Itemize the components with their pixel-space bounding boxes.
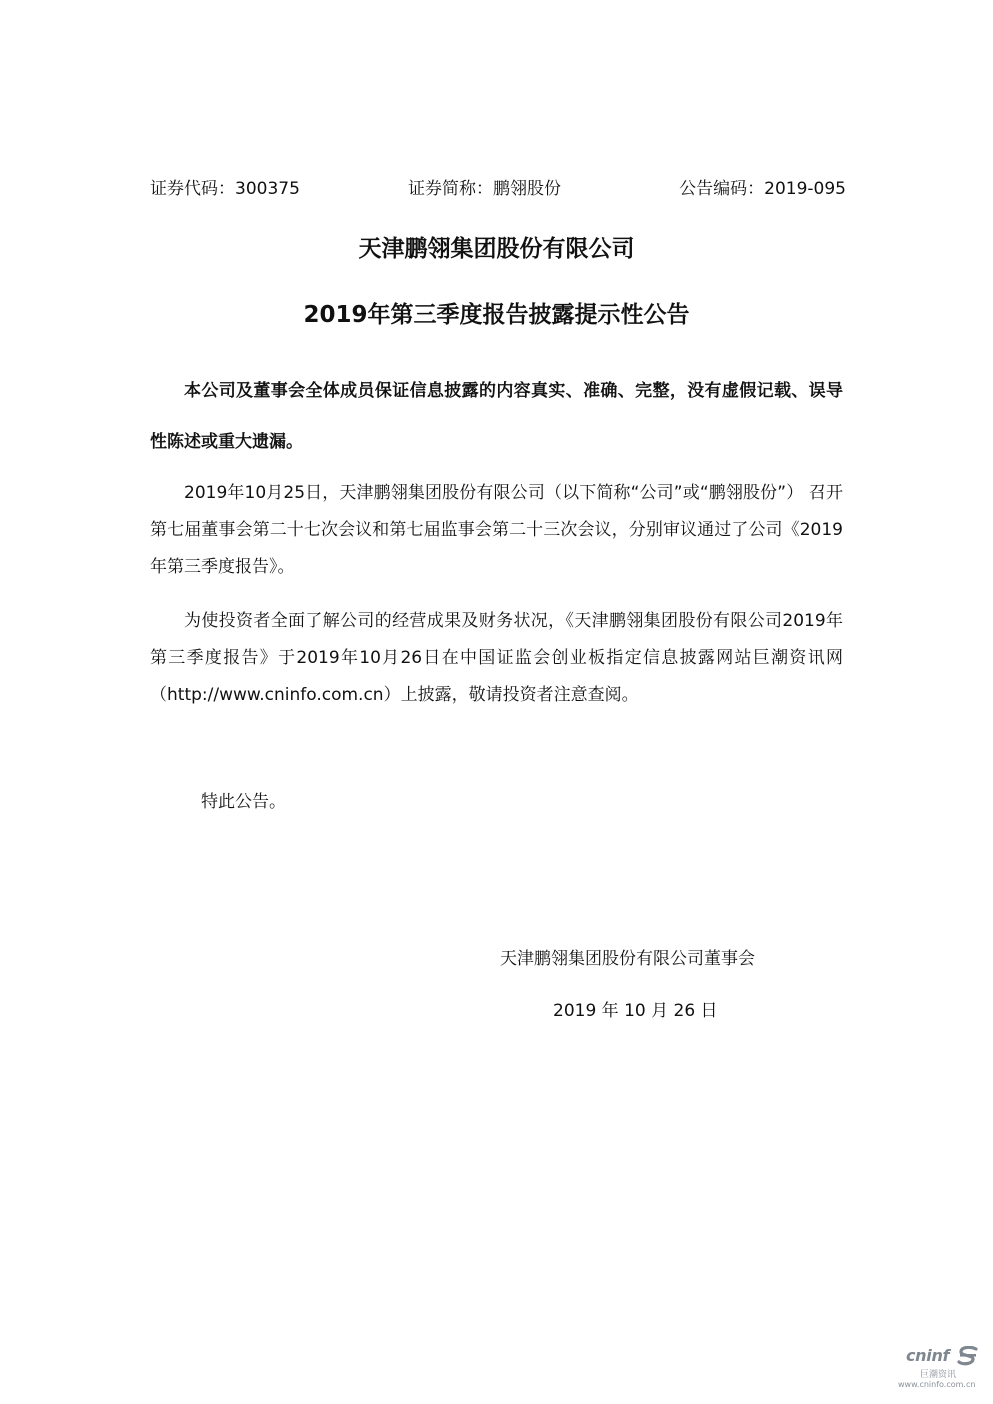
document-header bbox=[150, 176, 850, 202]
announcement-number: 公告编码：2019-095 bbox=[679, 179, 846, 199]
closing-remark: 特此公告。 bbox=[201, 792, 286, 812]
signature-company: 天津鹏翎集团股份有限公司董事会 bbox=[500, 949, 755, 969]
logo-url: www.cninfo.com.cn bbox=[898, 1380, 976, 1389]
cninfo-logo bbox=[898, 1343, 986, 1393]
signature-date: 2019 年 10 月 26 日 bbox=[553, 1001, 718, 1021]
logo-mark-icon bbox=[956, 1346, 980, 1366]
security-short-name: 证券简称：鹏翎股份 bbox=[408, 179, 561, 199]
logo-chinese-name: 巨潮资讯 bbox=[920, 1370, 957, 1380]
company-title: 天津鹏翎集团股份有限公司 bbox=[358, 236, 635, 262]
board-statement: 本公司及董事会全体成员保证信息披露的内容真实、准确、完整，没有虚假记载、误导性陈述或重大遗漏。 bbox=[150, 381, 843, 452]
security-code: 证券代码：300375 bbox=[150, 179, 300, 199]
report-title: 2019年第三季度报告披露提示性公告 bbox=[303, 302, 690, 328]
paragraph-meeting: 2019年10月25日，天津鹏翎集团股份有限公司（以下简称“公司”或“鹏翎股份”） 召开第七届董事会第二十七次会议和第七届监事会第二十三次会议，分别审议通过了公司《2019年第三季度报告》。 bbox=[150, 483, 843, 577]
paragraph-disclosure: 为使投资者全面了解公司的经营成果及财务状况，《天津鹏翎集团股份有限公司2019年第三季度报告》于2019年10月26日在中国证监会创业板指定信息披露网站巨潮资讯网（http://www.cninfo.com.cn）上披露，敬请投资者注意查阅。 bbox=[150, 611, 843, 705]
logo-wordmark: cninf bbox=[906, 1346, 950, 1365]
